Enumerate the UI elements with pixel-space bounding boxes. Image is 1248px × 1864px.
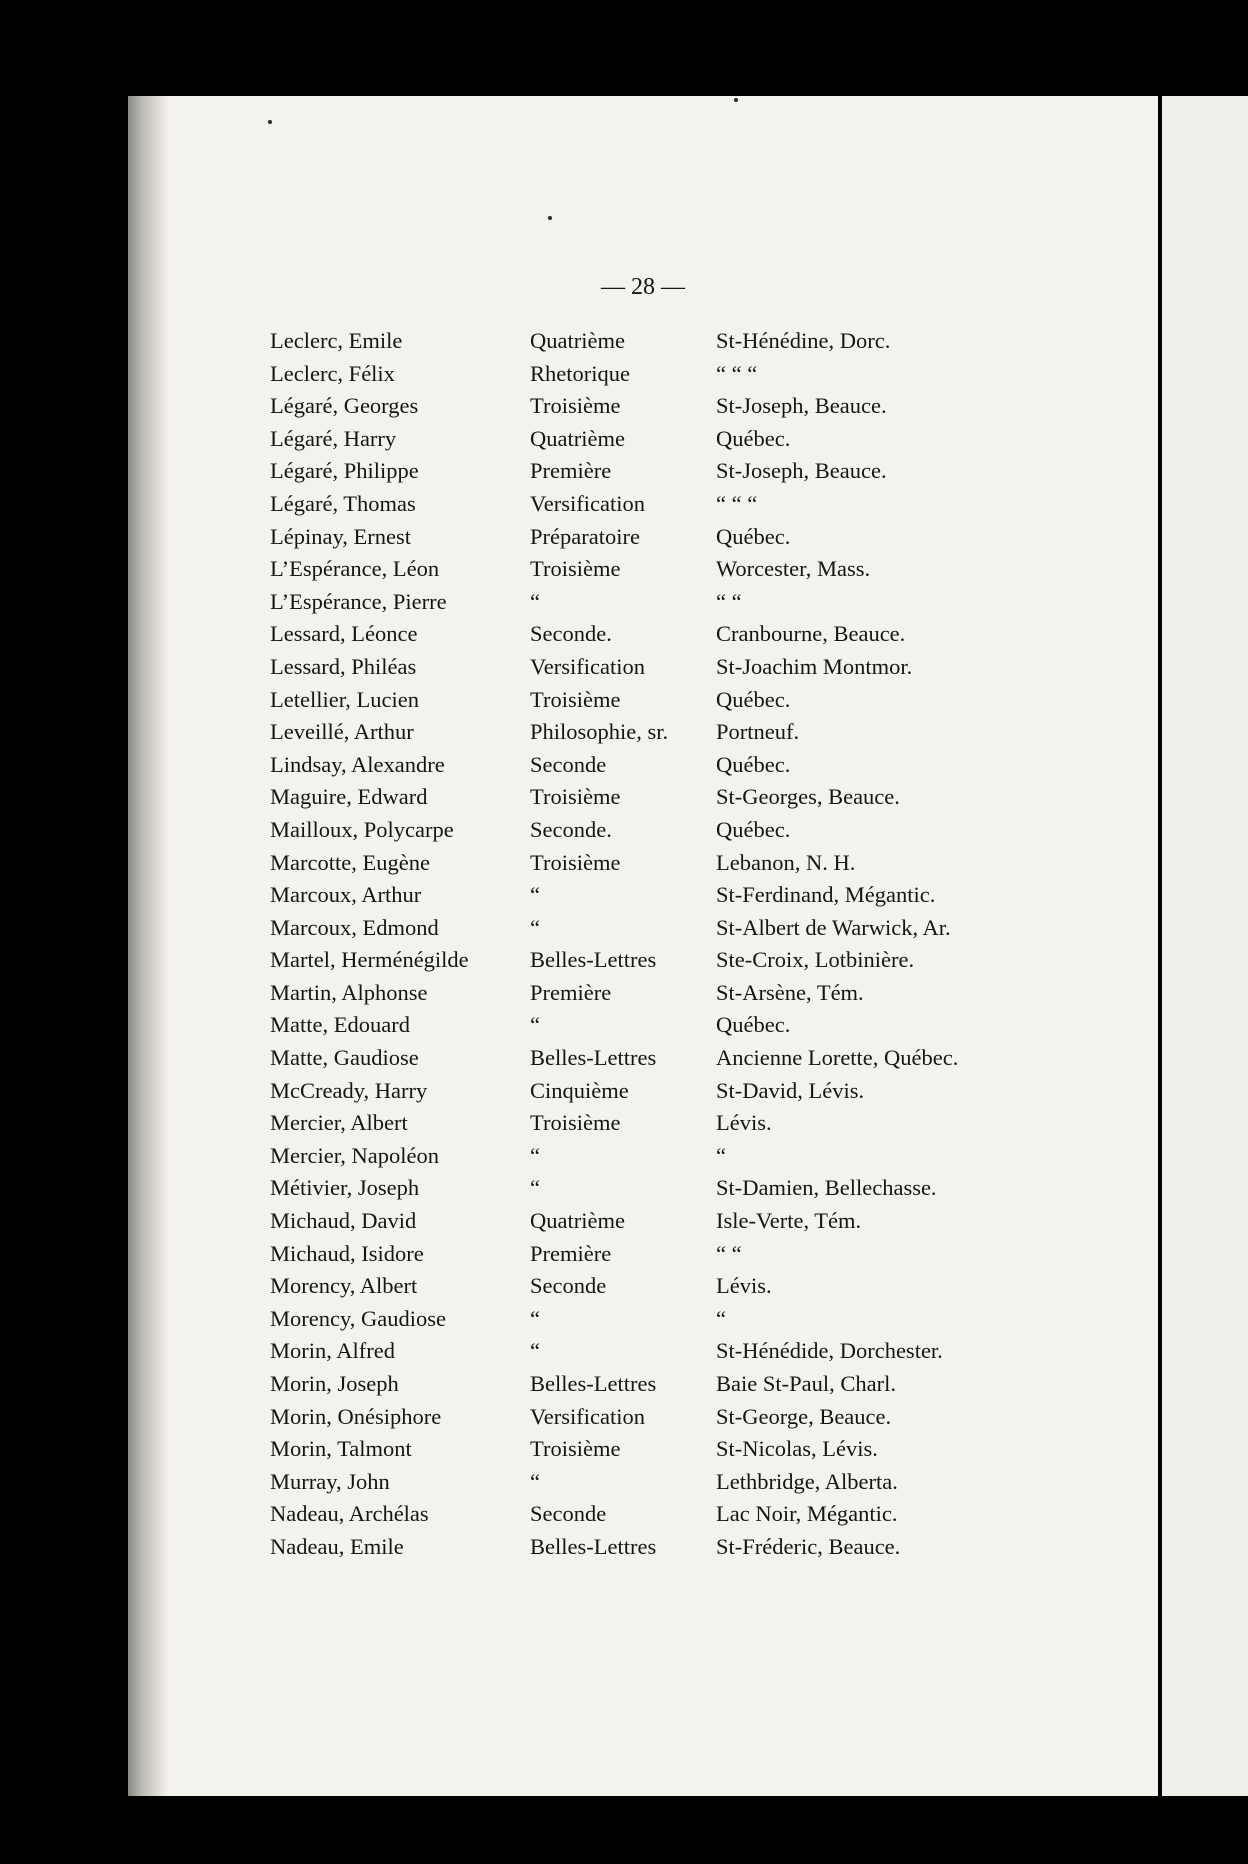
page-number: — 28 — [601, 274, 685, 300]
list-item [270, 1436, 1150, 1469]
list-item [270, 1110, 1150, 1143]
list-item [270, 719, 1150, 752]
class-level: “ [530, 914, 540, 940]
home-town: Québec. [716, 751, 791, 777]
list-item [270, 1501, 1150, 1534]
student-name: Légaré, Harry [270, 425, 397, 451]
home-town: St-George, Beauce. [716, 1403, 892, 1429]
list-item [270, 589, 1150, 622]
home-town: Baie St-Paul, Charl. [716, 1371, 896, 1396]
home-town: St-Hénédide, Dorchester. [716, 1338, 943, 1364]
class-level: “ [530, 1338, 540, 1364]
class-level: Préparatoire [530, 523, 640, 549]
list-item [270, 1078, 1150, 1111]
class-level: Seconde [530, 1273, 607, 1299]
student-name: Marcoux, Arthur [270, 882, 422, 908]
class-level: “ [530, 588, 540, 614]
list-item [270, 426, 1150, 459]
adjacent-page-edge [1162, 96, 1248, 1796]
student-name: Légaré, Philippe [270, 458, 419, 484]
class-level: Philosophie, sr. [530, 719, 669, 745]
class-level: Belles-Lettres [530, 947, 657, 973]
list-item [270, 1143, 1150, 1176]
list-item [270, 1241, 1150, 1274]
student-name: Leveillé, Arthur [270, 719, 414, 745]
home-town: Lethbridge, Alberta. [716, 1468, 898, 1494]
list-item [270, 491, 1150, 524]
student-name: Morency, Gaudiose [270, 1305, 446, 1331]
list-item [270, 1371, 1150, 1404]
list-item [270, 458, 1150, 491]
list-item [270, 947, 1150, 980]
student-name: Michaud, Isidore [270, 1240, 424, 1266]
class-level: “ [530, 1142, 540, 1168]
student-name: Martel, Herménégilde [270, 947, 469, 973]
class-level: Seconde [530, 751, 607, 777]
home-town: St-Hénédine, Dorc. [716, 328, 891, 353]
home-town: St-Georges, Beauce. [716, 784, 900, 810]
list-item [270, 1306, 1150, 1339]
student-name: Légaré, Georges [270, 393, 419, 419]
home-town: Cranbourne, Beauce. [716, 621, 906, 647]
list-item [270, 621, 1150, 654]
home-town: Worcester, Mass. [716, 556, 871, 582]
student-name: Mercier, Napoléon [270, 1142, 440, 1168]
list-item [270, 915, 1150, 948]
student-name: Michaud, David [270, 1208, 417, 1234]
home-town: Québec. [716, 523, 791, 549]
list-item [270, 817, 1150, 850]
class-level: Troisième [530, 393, 621, 419]
class-level: Belles-Lettres [530, 1533, 657, 1559]
class-level: Versification [530, 1403, 645, 1429]
list-item [270, 687, 1150, 720]
class-level: Seconde. [530, 816, 612, 842]
student-name: Morin, Joseph [270, 1371, 399, 1396]
class-level: Première [530, 458, 612, 484]
home-town: St-David, Lévis. [716, 1077, 865, 1103]
student-name: Morin, Alfred [270, 1338, 395, 1364]
list-item [270, 1404, 1150, 1437]
home-town: St-Albert de Warwick, Ar. [716, 914, 951, 940]
student-name: McCready, Harry [270, 1077, 428, 1103]
list-item [270, 328, 1150, 361]
document-page [128, 96, 1158, 1796]
home-town: Isle-Verte, Tém. [716, 1208, 862, 1234]
class-level: Troisième [530, 1436, 621, 1462]
class-level: Troisième [530, 784, 621, 810]
class-level: Cinquième [530, 1077, 629, 1103]
class-level: Troisième [530, 1110, 621, 1136]
student-name: Lessard, Philéas [270, 653, 417, 679]
list-item [270, 980, 1150, 1013]
ink-speck [734, 98, 738, 102]
home-town: “ [716, 1142, 726, 1168]
class-level: Belles-Lettres [530, 1371, 657, 1396]
student-name: Lépinay, Ernest [270, 523, 411, 549]
home-town: “ [716, 1305, 726, 1331]
student-name: Morency, Albert [270, 1273, 418, 1299]
list-item [270, 393, 1150, 426]
student-name: Mercier, Albert [270, 1110, 408, 1136]
class-level: “ [530, 1012, 540, 1038]
class-level: Première [530, 1240, 612, 1266]
student-name: Murray, John [270, 1468, 390, 1494]
list-item [270, 1012, 1150, 1045]
list-item [270, 784, 1150, 817]
class-level: Troisième [530, 686, 621, 712]
list-item [270, 1469, 1150, 1502]
class-level: Belles-Lettres [530, 1045, 657, 1071]
home-town: St-Arsène, Tém. [716, 979, 864, 1005]
home-town: St-Damien, Bellechasse. [716, 1175, 937, 1201]
class-level: Quatrième [530, 328, 625, 353]
student-name: Nadeau, Archélas [270, 1501, 429, 1527]
list-item [270, 882, 1150, 915]
list-item [270, 361, 1150, 394]
home-town: Lac Noir, Mégantic. [716, 1501, 898, 1527]
student-name: Martin, Alphonse [270, 979, 428, 1005]
student-name: Métivier, Joseph [270, 1175, 420, 1201]
home-town: Lévis. [716, 1110, 772, 1136]
class-level: Première [530, 979, 612, 1005]
home-town: Québec. [716, 425, 791, 451]
home-town: Ancienne Lorette, Québec. [716, 1045, 959, 1071]
home-town: Québec. [716, 1012, 791, 1038]
student-name: Légaré, Thomas [270, 490, 416, 516]
class-level: Versification [530, 653, 645, 679]
list-item [270, 654, 1150, 687]
class-level: Rhetorique [530, 360, 630, 386]
home-town: St-Fréderic, Beauce. [716, 1533, 901, 1559]
student-name: Matte, Gaudiose [270, 1045, 419, 1071]
home-town: “ “ “ [716, 360, 758, 386]
home-town: Québec. [716, 686, 791, 712]
list-item [270, 1338, 1150, 1371]
student-name: Leclerc, Emile [270, 328, 403, 353]
class-level: Seconde. [530, 621, 612, 647]
student-name: L’Espérance, Pierre [270, 588, 447, 614]
list-item [270, 1175, 1150, 1208]
student-name: Morin, Talmont [270, 1436, 412, 1462]
student-list [270, 328, 1150, 1567]
class-level: Quatrième [530, 1208, 625, 1234]
home-town: Portneuf. [716, 719, 800, 745]
list-item [270, 556, 1150, 589]
list-item [270, 1208, 1150, 1241]
list-item [270, 1045, 1150, 1078]
class-level: “ [530, 1305, 540, 1331]
home-town: “ “ [716, 588, 742, 614]
student-name: Marcotte, Eugène [270, 849, 430, 875]
class-level: Quatrième [530, 425, 625, 451]
list-item [270, 1534, 1150, 1567]
student-name: Lessard, Léonce [270, 621, 418, 647]
ink-speck [268, 120, 272, 124]
home-town: “ “ “ [716, 490, 758, 516]
home-town: “ “ [716, 1240, 742, 1266]
student-name: Leclerc, Félix [270, 360, 395, 386]
home-town: St-Ferdinand, Mégantic. [716, 882, 936, 908]
class-level: “ [530, 882, 540, 908]
student-name: Matte, Edouard [270, 1012, 410, 1038]
class-level: Versification [530, 490, 645, 516]
class-level: “ [530, 1468, 540, 1494]
class-level: “ [530, 1175, 540, 1201]
class-level: Troisième [530, 849, 621, 875]
student-name: Marcoux, Edmond [270, 914, 439, 940]
student-name: Letellier, Lucien [270, 686, 420, 712]
home-town: St-Joachim Montmor. [716, 653, 913, 679]
home-town: Lévis. [716, 1273, 772, 1299]
student-name: Nadeau, Emile [270, 1533, 404, 1559]
ink-speck [548, 216, 552, 220]
student-name: Morin, Onésiphore [270, 1403, 442, 1429]
student-name: Mailloux, Polycarpe [270, 816, 454, 842]
class-level: Seconde [530, 1501, 607, 1527]
home-town: Ste-Croix, Lotbinière. [716, 947, 915, 973]
student-name: Lindsay, Alexandre [270, 751, 445, 777]
list-item [270, 752, 1150, 785]
student-name: L’Espérance, Léon [270, 556, 440, 582]
list-item [270, 850, 1150, 883]
binding-edge [128, 96, 168, 1796]
home-town: St-Joseph, Beauce. [716, 458, 887, 484]
list-item [270, 1273, 1150, 1306]
student-name: Maguire, Edward [270, 784, 428, 810]
home-town: Québec. [716, 816, 791, 842]
home-town: Lebanon, N. H. [716, 849, 856, 875]
class-level: Troisième [530, 556, 621, 582]
home-town: St-Joseph, Beauce. [716, 393, 887, 419]
list-item [270, 524, 1150, 557]
home-town: St-Nicolas, Lévis. [716, 1436, 878, 1462]
